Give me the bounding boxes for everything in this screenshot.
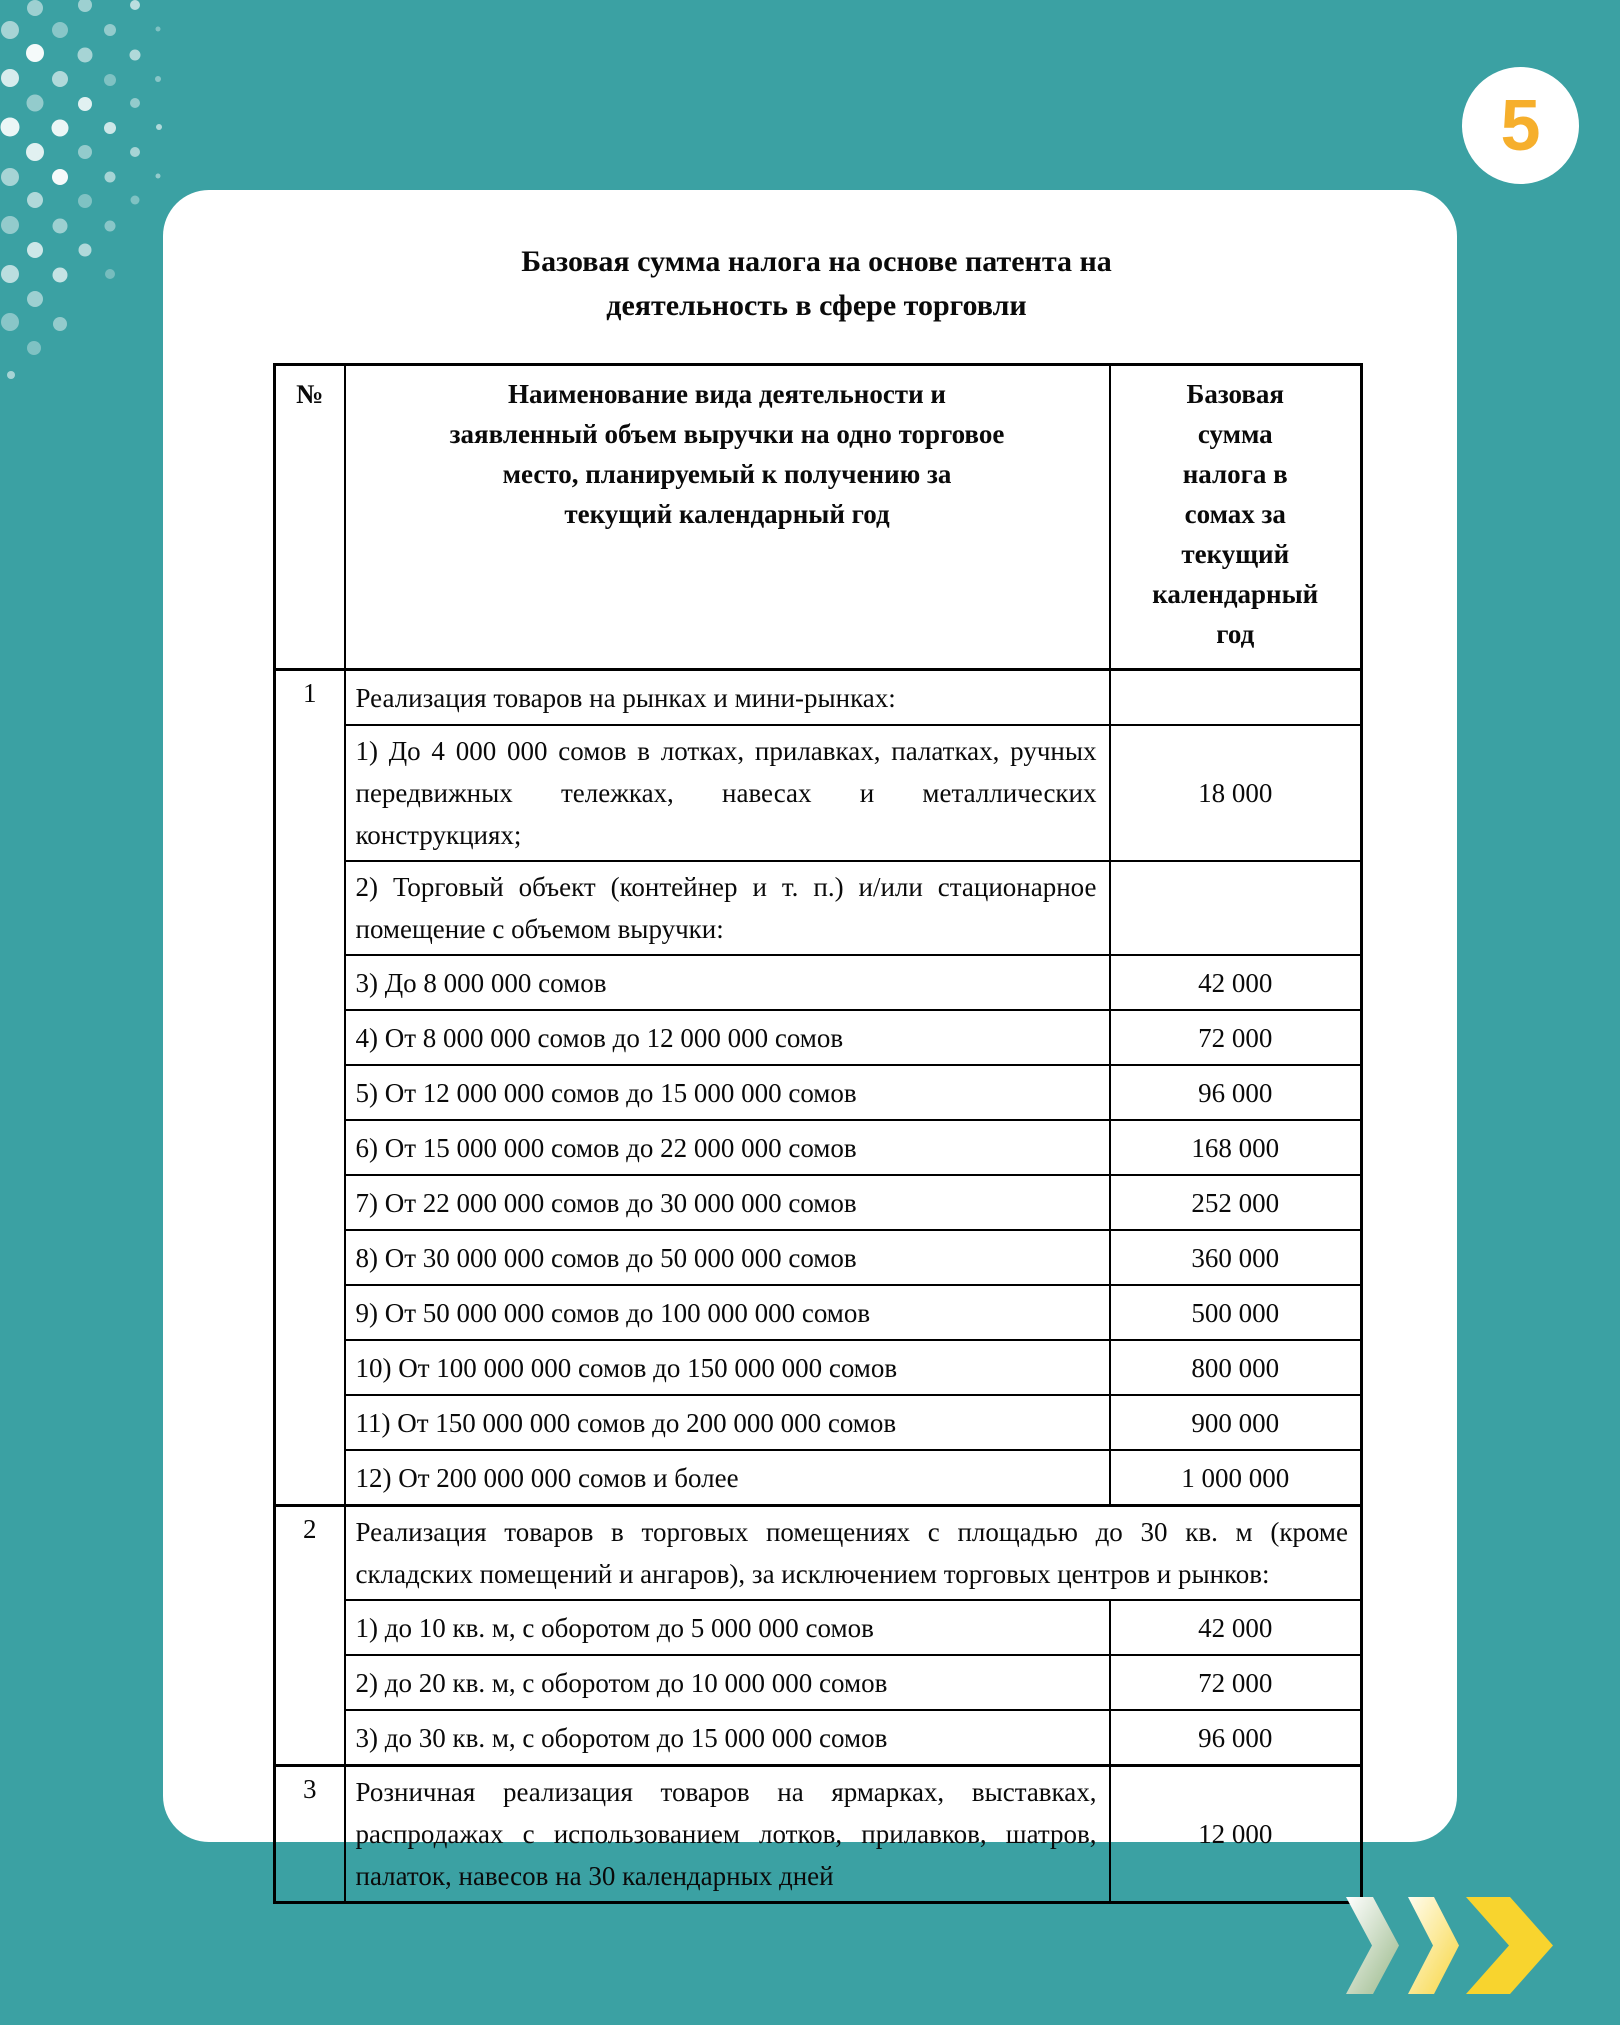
document-card bbox=[163, 190, 1457, 1891]
amount-cell: 360 000 bbox=[1110, 1230, 1362, 1285]
amount-cell: 42 000 bbox=[1110, 955, 1362, 1010]
dots-pattern-icon bbox=[0, 0, 180, 395]
activity-cell: 1) До 4 000 000 сомов в лотках, прилавках, палатках, ручных передвижных тележках, навесах и металлических конструкциях; bbox=[345, 725, 1110, 861]
section-number-cell: 3 bbox=[275, 1766, 345, 1903]
activity-cell: 2) Торговый объект (контейнер и т. п.) и/или стационарное помещение с объемом выручки: bbox=[345, 861, 1110, 955]
amount-cell: 1 000 000 bbox=[1110, 1450, 1362, 1506]
section-number-cell: 2 bbox=[275, 1506, 345, 1766]
table-row bbox=[275, 1340, 1362, 1395]
activity-cell: 6) От 15 000 000 сомов до 22 000 000 сомов bbox=[345, 1120, 1110, 1175]
activity-cell: 2) до 20 кв. м, с оборотом до 10 000 000 сомов bbox=[345, 1655, 1110, 1710]
table-row bbox=[275, 1600, 1362, 1655]
activity-cell: Реализация товаров в торговых помещениях с площадью до 30 кв. м (кроме складских помещений и ангаров), за исключением торговых центров и рынков: bbox=[345, 1506, 1362, 1601]
table-row bbox=[275, 670, 1362, 726]
activity-cell: 3) До 8 000 000 сомов bbox=[345, 955, 1110, 1010]
document-title-line: деятельность в сфере торговли bbox=[606, 289, 1027, 322]
amount-cell: 72 000 bbox=[1110, 1010, 1362, 1065]
table-row bbox=[275, 861, 1362, 955]
activity-cell: 10) От 100 000 000 сомов до 150 000 000 сомов bbox=[345, 1340, 1110, 1395]
table-row bbox=[275, 1766, 1362, 1903]
amount-cell bbox=[1110, 670, 1362, 726]
amount-cell: 18 000 bbox=[1110, 725, 1362, 861]
document-title bbox=[273, 240, 1360, 328]
activity-cell: 9) От 50 000 000 сомов до 100 000 000 сомов bbox=[345, 1285, 1110, 1340]
page-number-badge bbox=[1462, 67, 1579, 184]
amount-cell: 168 000 bbox=[1110, 1120, 1362, 1175]
amount-cell: 42 000 bbox=[1110, 1600, 1362, 1655]
header-number-cell: № bbox=[275, 365, 345, 670]
amount-cell: 72 000 bbox=[1110, 1655, 1362, 1710]
header-amount-cell: Базовая сумма налога в сомах за текущий календарный год bbox=[1110, 365, 1362, 670]
activity-cell: 1) до 10 кв. м, с оборотом до 5 000 000 сомов bbox=[345, 1600, 1110, 1655]
document-title-line: Базовая сумма налога на основе патента на bbox=[521, 245, 1112, 278]
amount-cell bbox=[1110, 861, 1362, 955]
tax-rates-table bbox=[273, 363, 1363, 1904]
activity-cell: 8) От 30 000 000 сомов до 50 000 000 сомов bbox=[345, 1230, 1110, 1285]
amount-cell: 800 000 bbox=[1110, 1340, 1362, 1395]
activity-cell: 11) От 150 000 000 сомов до 200 000 000 сомов bbox=[345, 1395, 1110, 1450]
amount-cell: 12 000 bbox=[1110, 1766, 1362, 1903]
amount-cell: 96 000 bbox=[1110, 1065, 1362, 1120]
table-row bbox=[275, 1010, 1362, 1065]
activity-cell: 4) От 8 000 000 сомов до 12 000 000 сомов bbox=[345, 1010, 1110, 1065]
header-activity-cell: Наименование вида деятельности и заявленный объем выручки на одно торговое место, планируемый к получению за текущий календарный год bbox=[345, 365, 1110, 670]
table-row bbox=[275, 725, 1362, 861]
activity-cell: Розничная реализация товаров на ярмарках, выставках, распродажах с использованием лотков, прилавков, шатров, палаток, навесов на 30 календарных дней bbox=[345, 1766, 1110, 1903]
amount-cell: 900 000 bbox=[1110, 1395, 1362, 1450]
table-row bbox=[275, 1395, 1362, 1450]
table-row bbox=[275, 1506, 1362, 1601]
table-row bbox=[275, 955, 1362, 1010]
amount-cell: 500 000 bbox=[1110, 1285, 1362, 1340]
page-number: 5 bbox=[1500, 85, 1541, 166]
table-row bbox=[275, 1710, 1362, 1766]
activity-cell: 7) От 22 000 000 сомов до 30 000 000 сомов bbox=[345, 1175, 1110, 1230]
section-number-cell: 1 bbox=[275, 670, 345, 1506]
activity-cell: 12) От 200 000 000 сомов и более bbox=[345, 1450, 1110, 1506]
activity-cell: 5) От 12 000 000 сомов до 15 000 000 сомов bbox=[345, 1065, 1110, 1120]
table-row bbox=[275, 1230, 1362, 1285]
table-row bbox=[275, 1655, 1362, 1710]
table-row bbox=[275, 1450, 1362, 1506]
triple-chevron-right-icon bbox=[1344, 1896, 1556, 1996]
amount-cell: 252 000 bbox=[1110, 1175, 1362, 1230]
table-row bbox=[275, 1065, 1362, 1120]
table-row bbox=[275, 1285, 1362, 1340]
activity-cell: 3) до 30 кв. м, с оборотом до 15 000 000 сомов bbox=[345, 1710, 1110, 1766]
activity-cell: Реализация товаров на рынках и мини-рынках: bbox=[345, 670, 1110, 726]
table-header-row bbox=[275, 365, 1362, 670]
table-row bbox=[275, 1120, 1362, 1175]
table-row bbox=[275, 1175, 1362, 1230]
amount-cell: 96 000 bbox=[1110, 1710, 1362, 1766]
